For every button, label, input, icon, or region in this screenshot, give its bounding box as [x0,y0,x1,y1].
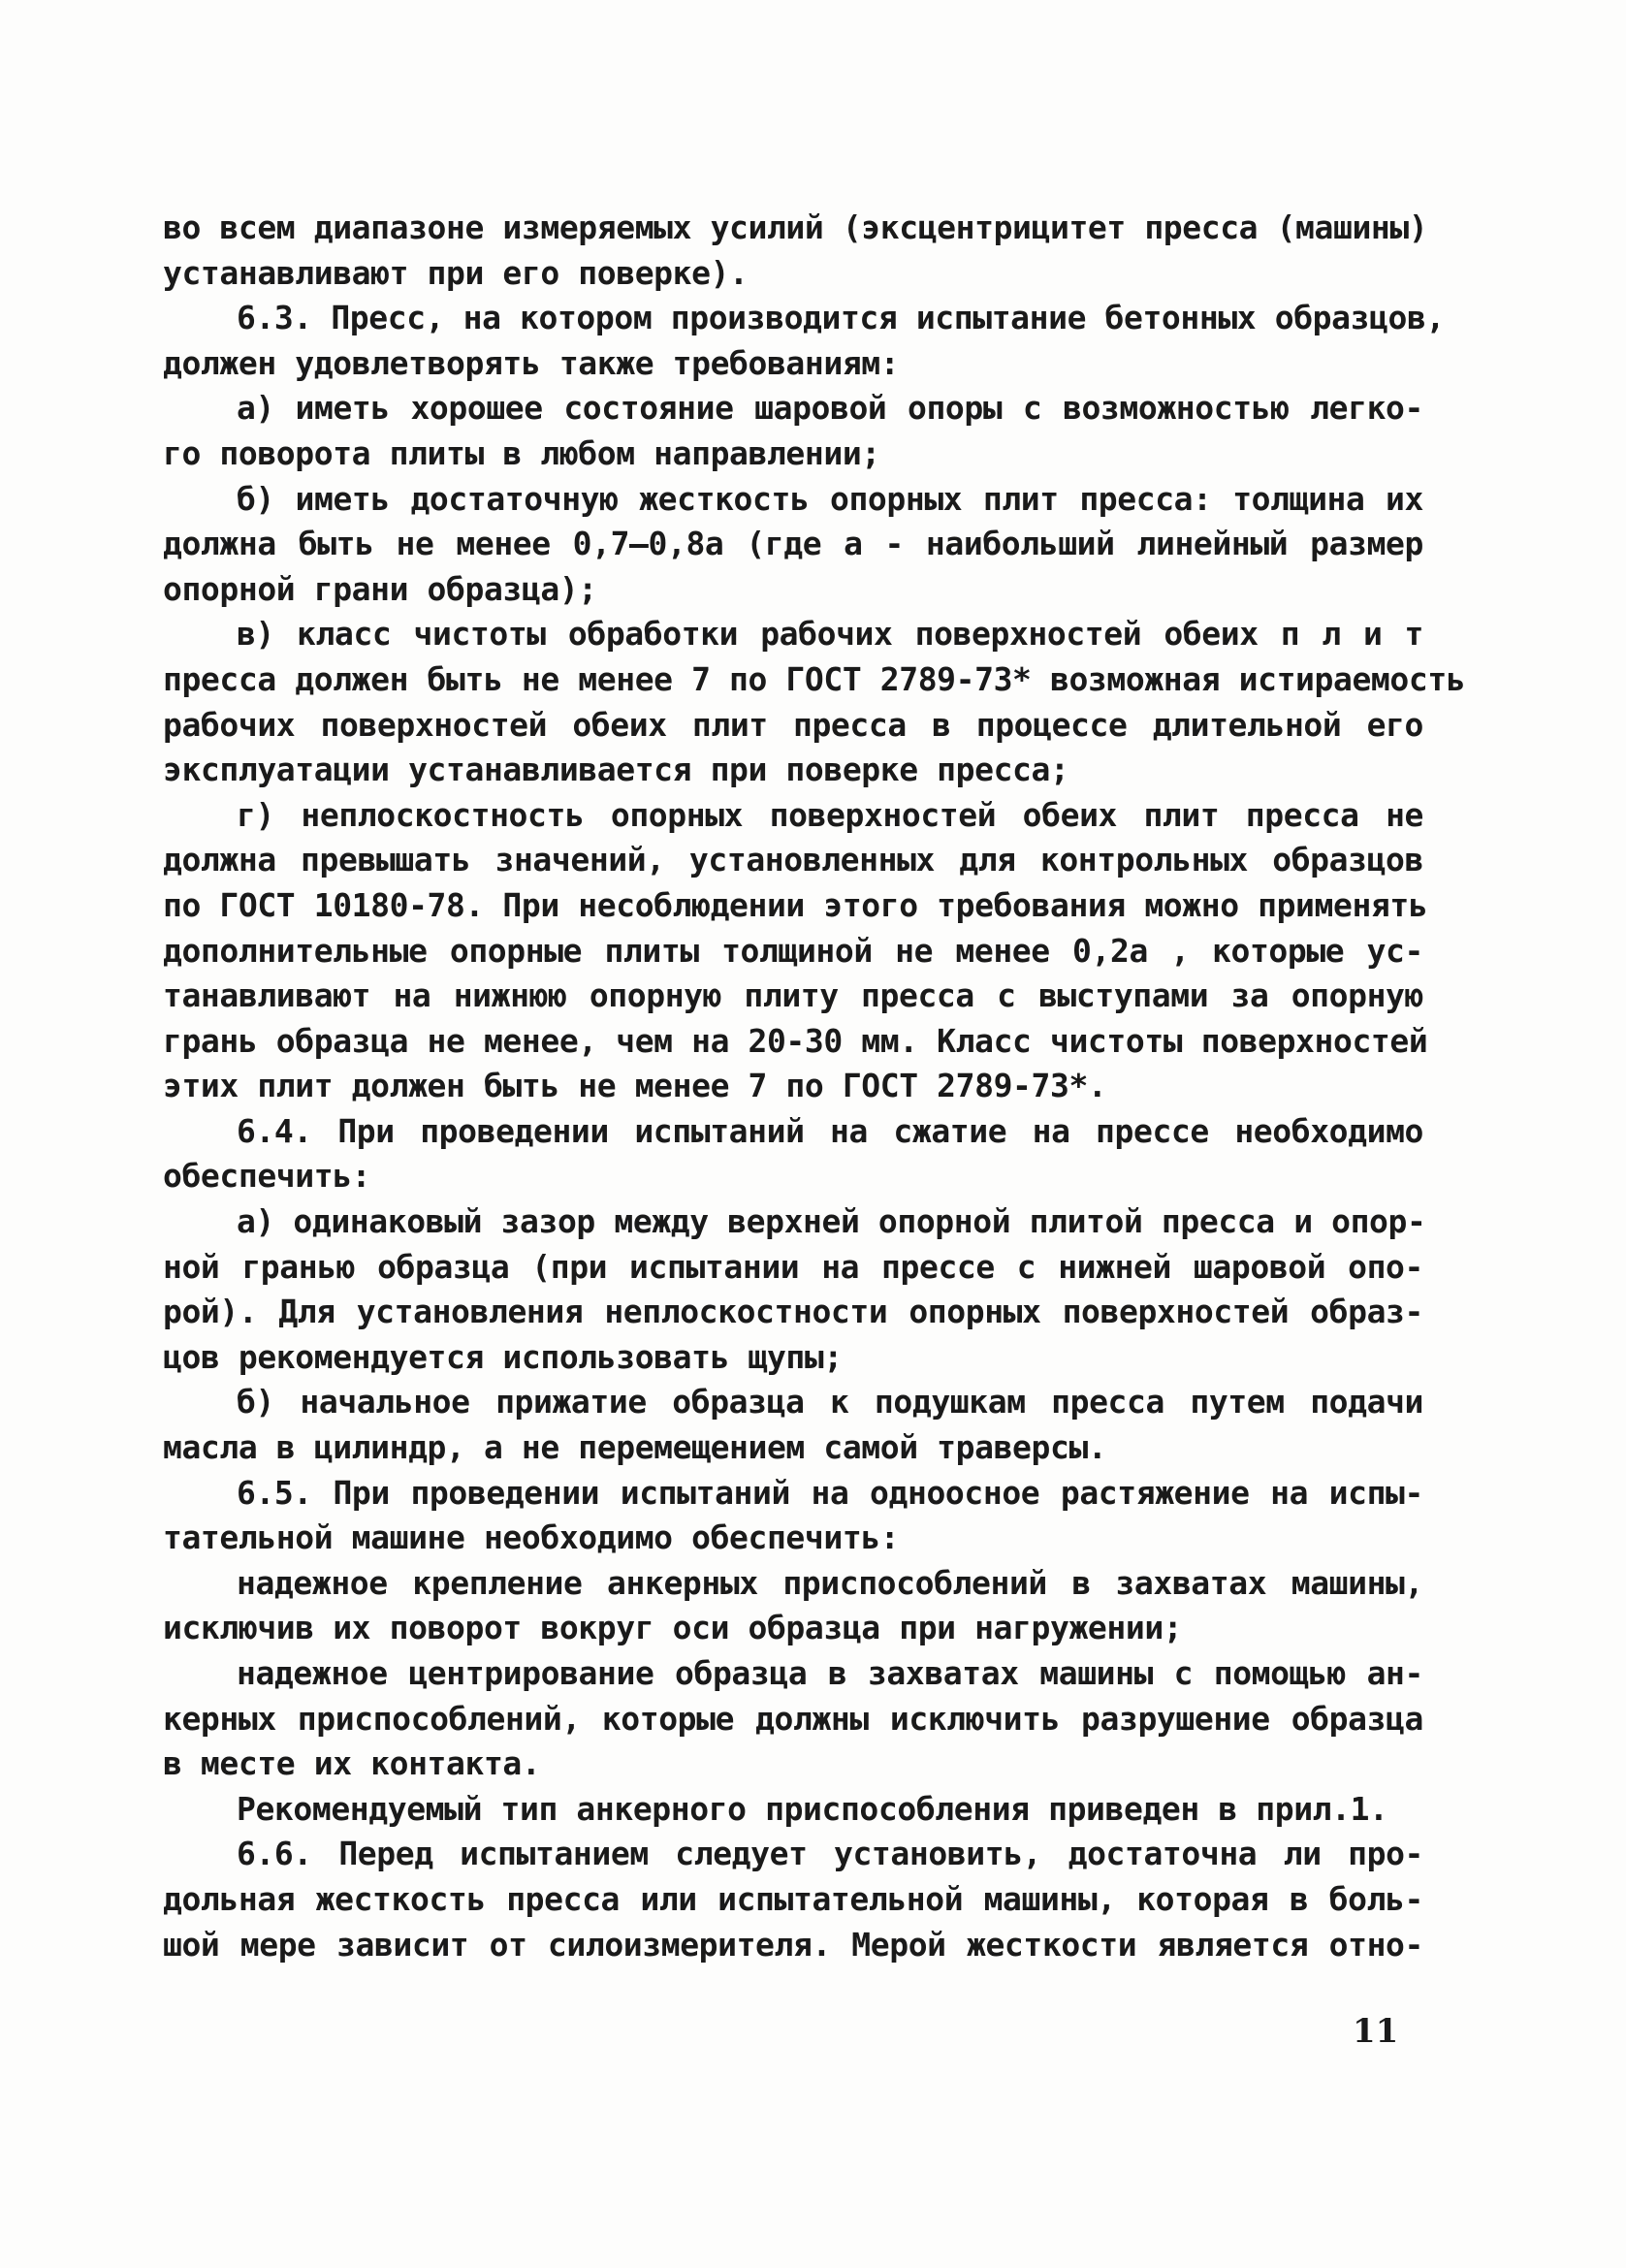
text-line: эксплуатации устанавливается при поверке пресса; [163,751,1069,789]
text-line: исключив их поворот вокруг оси образца при нагружении; [163,1609,1183,1647]
text-line: пресса должен быть не менее 7 по ГОСТ 2789-73* возможная истираемость [163,659,1466,698]
text-line: Рекомендуемый тип анкерного приспособления приведен в прил.1. [237,1789,1388,1828]
text-line: надежное крепление анкерных приспособлений в захватах машины, [237,1563,1423,1602]
text-line: шой мере зависит от силоизмерителя. Мерой жесткости является отно- [163,1925,1423,1964]
text-line: по ГОСТ 10180-78. При несоблюдении этого требования можно применять [163,885,1428,924]
text-line: тательной машине необходимо обеспечить: [163,1518,900,1557]
item-g-line: г) неплоскостность опорных поверхностей обеих плит пресса не [237,795,1423,834]
section-6-4-heading-line: 6.4. При проведении испытаний на сжатие на прессе необходимо [237,1111,1423,1150]
text-line: ной гранью образца (при испытании на прессе с нижней шаровой опо- [163,1247,1423,1286]
text-line: должна быть не менее 0,7–0,8a (где a - наибольший линейный размер [163,525,1423,563]
text-line: керных приспособлений, которые должны исключить разрушение образца [163,1699,1423,1738]
text-line: танавливают на нижнюю опорную плиту пресса с выступами за опорную [163,976,1423,1015]
text-line: должна превышать значений, установленных для контрольных образцов [163,841,1423,879]
page-number: 11 [1353,2012,1399,2051]
text-line: рой). Для установления неплоскостности опорных поверхностей образ- [163,1293,1423,1331]
text-line: грань образца не менее, чем на 20-30 мм. Класс чистоты поверхностей [163,1021,1428,1060]
text-line: во всем диапазоне измеряемых усилий (эксцентрицитет пресса (машины) [163,208,1428,246]
text-line: го поворота плиты в любом направлении; [163,433,880,472]
text-line: дополнительные опорные плиты толщиной не менее 0,2a , которые ус- [163,931,1423,970]
item-v-line: в) класс чистоты обработки рабочих поверхностей обеих п л и т [237,615,1423,654]
text-line: надежное центрирование образца в захватах машины с помощью ан- [237,1654,1423,1692]
text-line: рабочих поверхностей обеих плит пресса в процессе длительной его [163,705,1423,744]
text-line: дольная жесткость пресса или испытательной машины, которая в боль- [163,1879,1423,1918]
text-line: должен удовлетворять также требованиям: [163,343,900,382]
item-b-line: б) начальное прижатие образца к подушкам пресса путем подачи [237,1383,1423,1421]
text-line: этих плит должен быть не менее 7 по ГОСТ 2789-73*. [163,1067,1107,1105]
text-line: цов рекомендуется использовать щупы; [163,1337,843,1376]
text-line: устанавливают при его поверке). [163,253,749,292]
section-6-3-heading-line: 6.3. Пресс, на котором производится испытание бетонных образцов, [237,299,1445,337]
body-text [163,206,1466,1967]
text-line: опорной грани образца); [163,569,597,608]
text-line: в месте их контакта. [163,1744,541,1783]
section-6-6-heading-line: 6.6. Перед испытанием следует установить, достаточна ли про- [237,1835,1423,1873]
item-a-line: а) иметь хорошее состояние шаровой опоры с возможностью легко- [237,389,1423,428]
section-6-5-heading-line: 6.5. При проведении испытаний на одноосное растяжение на испы- [237,1473,1423,1512]
item-a-line: а) одинаковый зазор между верхней опорной плитой пресса и опор- [237,1202,1426,1241]
item-b-line: б) иметь достаточную жесткость опорных плит пресса: толщина их [237,479,1423,518]
text-line: масла в цилиндр, а не перемещением самой траверсы. [163,1428,1107,1467]
text-line: обеспечить: [163,1157,371,1196]
